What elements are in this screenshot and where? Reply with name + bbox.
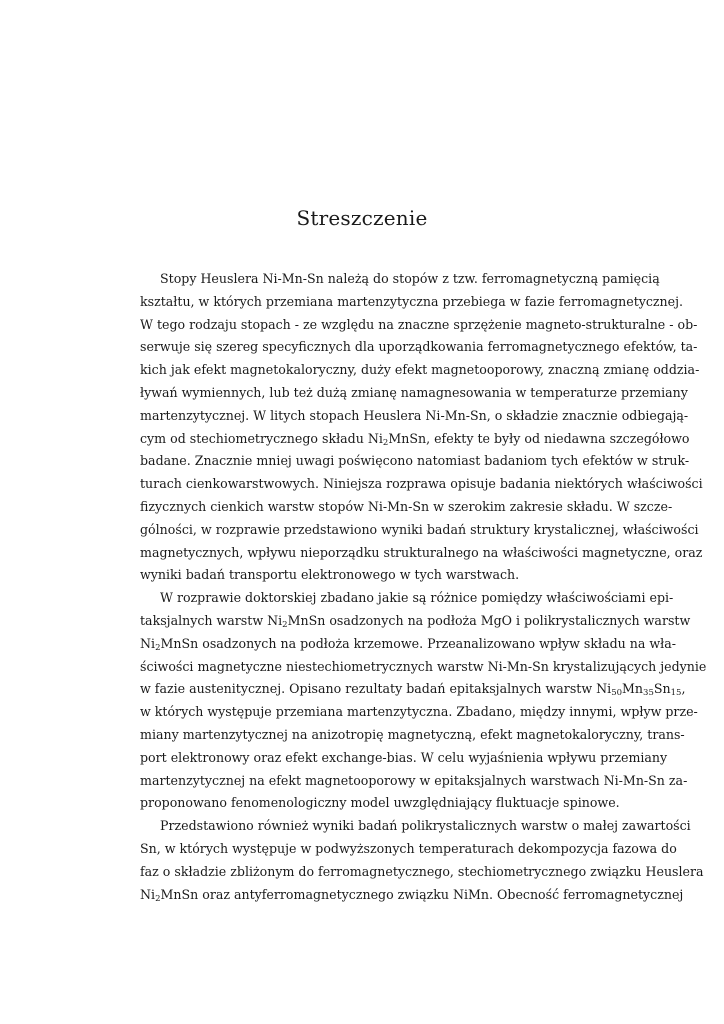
text-line: taksjalnych warstw $Ni_2MnSn$ osadzonych na podłoża MgO i polikrystalicznych warstw [140,612,691,630]
page-title: Streszczenie [296,206,428,230]
paragraph [140,815,704,906]
text-line: $Ni_2MnSn$ oraz antyferromagnetycznego związku NiMn. Obecność ferromagnetycznej [140,886,684,904]
text-line: ściwości magnetyczne niestechiometrycznych warstw Ni-Mn-Sn krystalizujących jedynie [140,658,707,674]
text-line: martenzytycznej na efekt magnetooporowy w epitaksjalnych warstwach Ni-Mn-Sn za- [140,772,688,788]
text-line: serwuje się szereg specyficznych dla uporządkowania ferromagnetycznego efektów, ta- [140,339,698,355]
text-line: Stopy Heuslera Ni-Mn-Sn należą do stopów z tzw. ferromagnetyczną pamięcią [160,271,660,286]
text-line: proponowano fenomenologiczny model uwzględniający fluktuacje spinowe. [140,795,620,811]
text-line: Przedstawiono również wyniki badań polikrystalicznych warstw o małej zawartości [160,818,691,834]
text-line: kich jak efekt magnetokaloryczny, duży efekt magnetooporowy, znaczną zmianę oddzia- [140,362,700,378]
text-line: fizycznych cienkich warstw stopów Ni-Mn-Sn w szerokim zakresie składu. W szcze- [140,498,673,514]
text-line: ływań wymiennych, lub też dużą zmianę namagnesowania w temperaturze przemiany [140,384,688,400]
text-line: kształtu, w których przemiana martenzytyczna przebiega w fazie ferromagnetycznej. [140,293,684,309]
text-line: w fazie austenitycznej. Opisano rezultaty badań epitaksjalnych warstw $Ni_{50}Mn_{35}Sn_{15}$, [140,681,686,699]
text-line: badane. Znacznie mniej uwagi poświęcono natomiast badaniom tych efektów w struk- [140,453,690,469]
paragraph [140,587,707,815]
text-line: magnetycznych, wpływu nieporządku strukturalnego na właściwości magnetyczne, oraz [140,544,703,560]
abstract-body [140,268,707,906]
text-line: turach cienkowarstwowych. Niniejsza rozprawa opisuje badania niektórych właściwości [140,476,703,492]
text-line: W rozprawie doktorskiej zbadano jakie są różnice pomiędzy właściwościami epi- [160,590,674,606]
text-line: wyniki badań transportu elektronowego w tych warstwach. [140,567,520,583]
text-line: gólności, w rozprawie przedstawiono wyniki badań struktury krystalicznej, właściwości [140,521,699,537]
text-line: W tego rodzaju stopach - ze względu na znaczne sprzężenie magneto-strukturalne - ob- [140,316,698,332]
text-line: cym od stechiometrycznego składu $Ni_2MnSn$, efekty te były od niedawna szczegółowo [140,430,690,448]
text-line: Sn, w których występuje w podwyższonych temperaturach dekompozycja fazowa do [140,840,677,856]
text-line: faz o składzie zbliżonym do ferromagnetycznego, stechiometrycznego związku Heuslera [140,863,704,879]
text-line: w których występuje przemiana martenzytyczna. Zbadano, między innymi, wpływ prze- [140,704,698,720]
paragraph [140,268,703,587]
text-line: port elektronowy oraz efekt exchange-bias. W celu wyjaśnienia wpływu przemiany [140,749,668,765]
text-line: miany martenzytycznej na anizotropię magnetyczną, efekt magnetokaloryczny, trans- [140,726,685,742]
text-line: martenzytycznej. W litych stopach Heuslera Ni-Mn-Sn, o składzie znacznie odbiegają- [140,407,689,423]
text-line: $Ni_2MnSn$ osadzonych na podłoża krzemowe. Przeanalizowano wpływ składu na wła- [140,635,676,653]
